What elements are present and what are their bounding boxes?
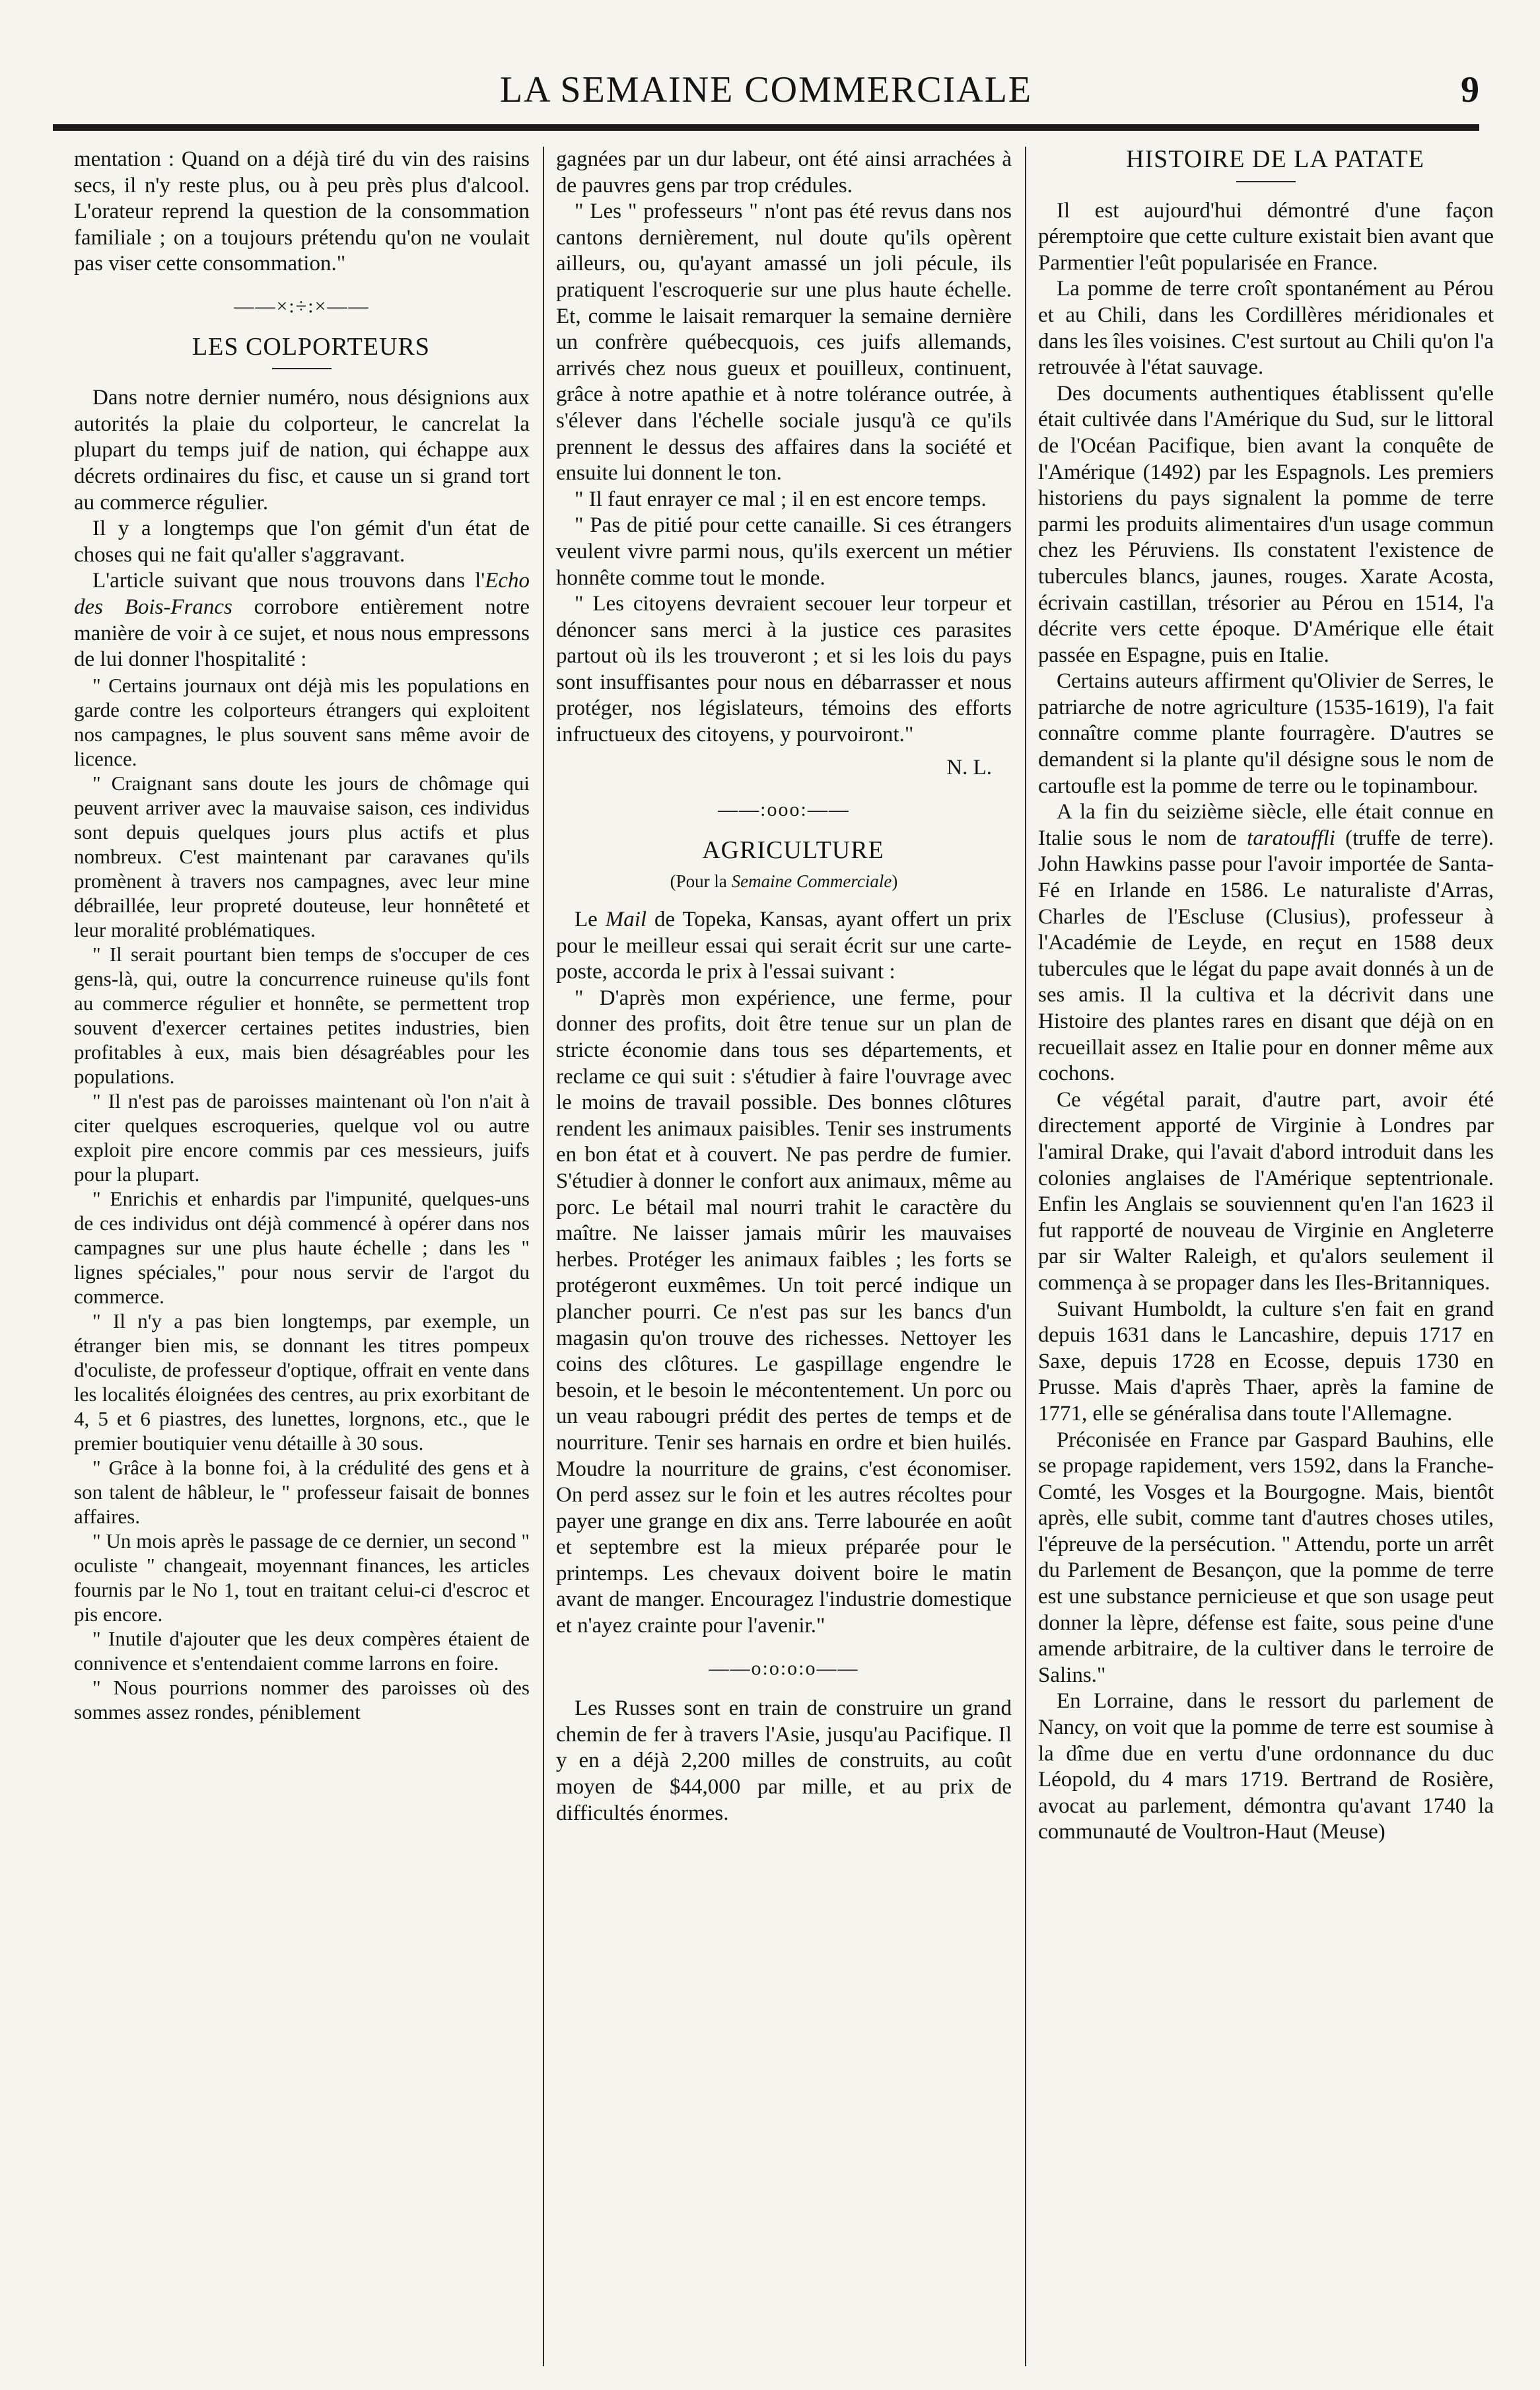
text-run: de Topeka, Kansas, ayant offert un prix pour le meilleur essai qui serait écrit sur une carte-poste, accorda le prix à l'essai suivant : bbox=[556, 908, 1012, 984]
article-heading: AGRICULTURE bbox=[702, 836, 884, 864]
paragraph: mentation : Quand on a déjà tiré du vin des raisins secs, il n'y reste plus, ou à peu près plus d'alcool. L'orateur reprend la question de la consommation familiale ; on a toujours prétendu qu'on ne voulait pas viser cette consommation." bbox=[74, 147, 530, 276]
article-heading: HISTOIRE DE LA PATATE bbox=[1126, 147, 1424, 173]
heading-rule bbox=[272, 368, 332, 369]
article-heading: LES COLPORTEURS bbox=[192, 332, 431, 361]
paragraph: Des documents authentiques établissent qu'elle était cultivée dans l'Amérique du Sud, sur le littoral de l'Océan Pacifique, bien avant la conquête de l'Amérique (1492) par les Espagnols. Les premiers historiens du pays signalent la pomme de terre parmi les produits alimentaires d'un usage commun chez les Péruviens. Ils constatent l'existence de tubercules blancs, jaunes, rouges. Xarate Acosta, écrivain castillan, trésorier au Pérou en 1514, l'a décrite vers cette époque. D'Amérique elle était passée en Espagne, puis en Italie. bbox=[1038, 381, 1494, 667]
italic-word: taratouffli bbox=[1247, 826, 1335, 850]
paragraph: La pomme de terre croît spontanément au Pérou et au Chili, dans les Cordillères méridionales et dans les îles voisines. C'est surtout au Chili qu'on l'a retrouvée à l'état sauvage. bbox=[1038, 277, 1494, 380]
paragraph: Certains auteurs affirment qu'Olivier de Serres, le patriarche de notre agriculture (1535-1619), l'a fait connaître comme plante fourragère. D'autres se demandent si la plante qu'il désigne sous le nom de cartoufle est la pomme de terre ou le topinambour. bbox=[1038, 669, 1494, 798]
paragraph bbox=[74, 568, 530, 672]
paragraph: Ce végétal parait, d'autre part, avoir été directement apporté de Virginie à Londres par l'amiral Drake, qui l'avait d'abord introduit dans les colonies anglaises de l'Amérique septentrionale. Enfin les Anglais se souviennent qu'en l'an 1623 il fut rapporté de nouveau de Virginie en Angleterre par sir Walter Raleigh, et qu'alors seulement il commença à se propager dans les Iles-Britanniques. bbox=[1038, 1087, 1494, 1295]
column-rule bbox=[1025, 147, 1026, 2366]
italic-title: Echo des Bois-Francs bbox=[74, 569, 530, 619]
paragraph: En Lorraine, dans le ressort du parlement de Nancy, on voit que la pomme de terre est soumise à la dîme due en vertu d'une ordonnance du duc Léopold, du 4 mars 1719. Bertrand de Rosière, avocat au parlement, démontra qu'avant 1740 la communauté de Voultron-Haut (Meuse) bbox=[1038, 1689, 1494, 1844]
masthead bbox=[53, 61, 1479, 120]
quote-paragraph: " Enrichis et enhardis par l'impunité, quelques-uns de ces individus ont déjà commencé à opérer dans nos campagnes sur une plus haute échelle ; dans les " lignes spéciales," pour nous servir de l'argot du commerce. bbox=[74, 1186, 530, 1308]
paragraph: gagnées par un dur labeur, ont été ainsi arrachées à de pauvres gens par trop crédules. bbox=[556, 147, 1012, 198]
quote-paragraph: " Il serait pourtant bien temps de s'occuper de ces gens-là, qui, outre la concurrence ruineuse qu'ils font au commerce régulier et honnête, se permettent trop souvent d'exercer certaines petites industries, bien profitables à eux, mais bien désagréables pour les populations. bbox=[74, 942, 530, 1088]
italic-title: Semaine Commerciale bbox=[731, 871, 892, 892]
paragraph: Suivant Humboldt, la culture s'en fait en grand depuis 1631 dans le Lancashire, depuis 1717 en Saxe, depuis 1728 en Ecosse, depuis 1730 en Prusse. Mais d'après Thaer, après la famine de 1771, elle se généralisa dans toute l'Allemagne. bbox=[1038, 1297, 1494, 1426]
quote-paragraph: " D'après mon expérience, une ferme, pour donner des profits, doit être tenue sur un plan de stricte économie dans tous ses départements, et reclame ce qui suit : s'étudier à faire l'ouvrage avec le moins de travail possible. Des bonnes clôtures rendent les animaux paisibles. Tenir ses instruments en bon état et à couvert. Ne pas perdre de fumier. S'étudier à donner le confort aux animaux, même au porc. Le bétail mal nourri trahit le caractère du maître. Ne laisser jamais mûrir les mauvaises herbes. Protéger les animaux faibles ; les forts se protégeront euxmêmes. Un toit percé indique un plancher pourri. Ce n'est pas sur les bancs d'un magasin qu'on trouve des richesses. Nettoyer les coins des clôtures. Le gaspillage engendre le besoin, et le besoin le mécontentement. Un porc ou un veau rabougri prédit des pertes de temps et de nourriture. Tenir ses harnais en ordre et bien huilés. Moudre la nourriture de grains, c'est économiser. On perd assez sur le foin et les autres récoltes pour payer une grange en dix ans. Terre labourée en août et septembre est la mieux préparée pour le printemps. Les chevaux doivent boire le matin avant de manger. Encouragez l'industrie domestique et n'ayez crainte pour l'avenir." bbox=[556, 986, 1012, 1638]
author-signature: N. L. bbox=[946, 755, 992, 779]
paragraph: Préconisée en France par Gaspard Bauhins, elle se propage rapidement, vers 1592, dans la Franche-Comté, les Vosges et la Bourgogne. Mais, bientôt après, elle subit, comme tant d'autres choses utiles, l'épreuve de la persécution. " Attendu, porte un arrêt du Parlement de Besançon, que la pomme de terre est une substance pernicieuse et que son usage peut donner la lèpre, défense est faite, sous peine d'une amende arbitraire, de la cultiver dans le terroire de Salins." bbox=[1038, 1428, 1494, 1687]
paragraph bbox=[556, 907, 1012, 986]
italic-title: Mail bbox=[605, 908, 647, 932]
text-run: corrobore entièrement notre manière de voir à ce sujet, et nous nous empressons de lui donner l'hospitalité : bbox=[74, 595, 530, 672]
column-1 bbox=[74, 147, 530, 2366]
paragraph: Dans notre dernier numéro, nous désignions aux autorités la plaie du colporteur, le cancrelat la plupart du temps juif de nation, qui échappe aux décrets ordinaires du fisc, et cause un si grand tort au commerce régulier. bbox=[74, 386, 530, 515]
heading-rule bbox=[1236, 181, 1296, 182]
column-2 bbox=[556, 147, 1012, 2366]
quote-paragraph: " Les " professeurs " n'ont pas été revus dans nos cantons dernièrement, nul doute qu'ils opèrent ailleurs, ou, qu'ayant amassé un joli pécule, ils pratiquent l'escroquerie sur une plus haute échelle. Et, comme le laisait remarquer la semaine dernière un confrère québecquois, ces juifs allemands, arrivés chez nous gueux et pouilleux, continuent, grâce à notre apathie et à notre tolérance outrée, à s'élever dans l'échelle sociale jusqu'à ce qu'ils prennent le dessus des affaires dans la société et ensuite lui donnent le ton. bbox=[556, 199, 1012, 486]
paragraph: Il est aujourd'hui démontré d'une façon péremptoire que cette culture existait bien avant que Parmentier l'eût popularisée en France. bbox=[1038, 198, 1494, 275]
quote-paragraph: " Grâce à la bonne foi, à la crédulité des gens et à son talent de hâbleur, le " professeur faisait de bonnes affaires. bbox=[74, 1455, 530, 1528]
text-run: (Pour la bbox=[670, 871, 732, 892]
article-subheading bbox=[556, 869, 1012, 895]
quote-paragraph: " Craignant sans doute les jours de chômage qui peuvent arriver avec la mauvaise saison, ces individus sont depuis quelques jours plus actifs et plus nombreux. C'est maintenant par caravanes qu'ils promènent à travers nos campagnes, avec leur mine débraillée, leur propreté douteuse, leur honnêteté et leur moralité problématiques. bbox=[74, 771, 530, 941]
text-run: ) bbox=[892, 871, 898, 892]
quote-paragraph: " Les citoyens devraient secouer leur torpeur et dénoncer sans merci à la justice ces parasites partout où ils les trouveront ; et si les lois du pays sont insuffisantes pour nous en débarrasser et nous protéger, nos législateurs, témoins des efforts infructueux des citoyens, y pourvoiront." bbox=[556, 592, 1012, 747]
text-run: L'article suivant que nous trouvons dans l' bbox=[92, 569, 485, 593]
page-number: 9 bbox=[1461, 69, 1479, 110]
quote-paragraph: " Il n'y a pas bien longtemps, par exemple, un étranger bien mis, se donnant les titres pompeux d'oculiste, de professeur d'optique, offrait en vente dans les localités éloignées des centres, au prix exorbitant de 4, 5 et 6 piastres, des lunettes, lorgnons, etc., que le premier boutiquier venu détaille à 30 sous. bbox=[74, 1309, 530, 1455]
section-divider: ——×:÷:×—— bbox=[234, 295, 370, 317]
quote-paragraph: " Inutile d'ajouter que les deux compères étaient de connivence et s'entendaient comme larrons en foire. bbox=[74, 1626, 530, 1675]
section-divider: ——:ooo:—— bbox=[718, 799, 850, 821]
paragraph: Les Russes sont en train de construire un grand chemin de fer à travers l'Asie, jusqu'au Pacifique. Il y en a déjà 2,200 milles de construits, au coût moyen de $44,000 par mille, et au prix de difficultés énormes. bbox=[556, 1696, 1012, 1825]
column-3 bbox=[1038, 147, 1494, 2366]
quote-paragraph: " Certains journaux ont déjà mis les populations en garde contre les colporteurs étrangers qui exploitent nos campagnes, le plus souvent sans même avoir de licence. bbox=[74, 673, 530, 770]
column-rule bbox=[543, 147, 544, 2366]
publication-title: LA SEMAINE COMMERCIALE bbox=[499, 69, 1033, 110]
section-divider: ——o:o:o:o—— bbox=[709, 1657, 859, 1679]
text-run: (truffe de terre). John Hawkins passe pour l'avoir importée de Santa-Fé en Irlande en 1586. Le naturaliste d'Arras, Charles de l'Escluse (Clusius), professeur à l'Académie de Leyde, en reçut en 1588 deux tubercules que le légat du pape avait donnés à un de ses amis. Il la cultiva et la décrivit dans une Histoire des plantes rares en disant que déjà on en recueillait assez en Italie pour en donner même aux cochons. bbox=[1038, 826, 1494, 1086]
quote-paragraph: " Il n'est pas de paroisses maintenant où l'on n'ait à citer quelques escroqueries, quelque vol ou autre exploit pire encore commis par ces messieurs, juifs pour la plupart. bbox=[74, 1089, 530, 1186]
quote-paragraph: " Il faut enrayer ce mal ; il en est encore temps. bbox=[575, 487, 987, 511]
text-run: Le bbox=[575, 908, 606, 932]
header-rule bbox=[53, 124, 1479, 131]
quote-paragraph: " Un mois après le passage de ce dernier, un second " oculiste " changeait, moyennant finances, les articles fournis par le No 1, tout en traitant celui-ci d'escroc et pis encore. bbox=[74, 1529, 530, 1626]
quote-paragraph: " Nous pourrions nommer des paroisses où des sommes assez rondes, péniblement bbox=[74, 1675, 530, 1723]
quote-paragraph: " Pas de pitié pour cette canaille. Si ces étrangers veulent vivre parmi nous, qu'ils exercent un métier honnête comme tout le monde. bbox=[556, 513, 1012, 590]
text-run: A la fin du seizième siècle, elle était connue en Italie sous le nom de bbox=[1038, 800, 1494, 850]
paragraph: Il y a longtemps que l'on gémit d'un état de choses qui ne fait qu'aller s'aggravant. bbox=[74, 517, 530, 567]
paragraph bbox=[1038, 799, 1494, 1087]
